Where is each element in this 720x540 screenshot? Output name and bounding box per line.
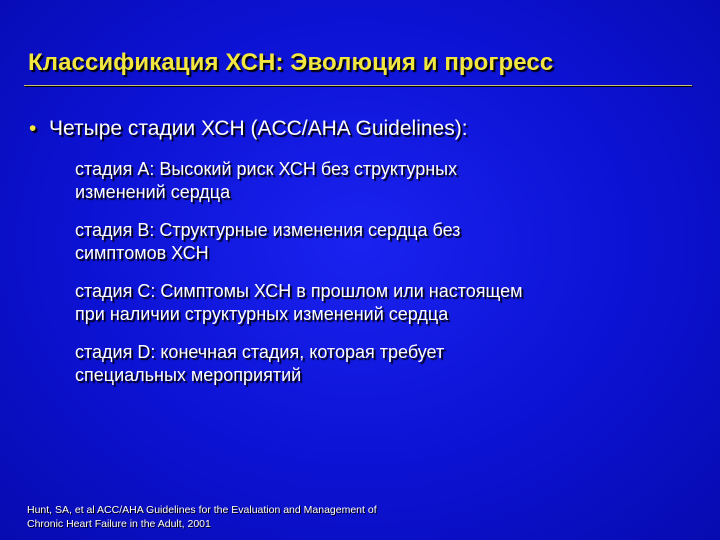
stage-d xyxy=(75,341,685,387)
slide-title: Классификация ХСН: Эволюция и прогресс xyxy=(28,49,554,76)
stage-c xyxy=(75,280,685,326)
citation-line1: Hunt, SA, et al ACC/AHA Guidelines for the Evaluation and Management of xyxy=(27,504,377,516)
stage-list xyxy=(75,158,685,402)
stage-a-line2: изменений сердца xyxy=(75,182,231,202)
stage-b-line2: симптомов ХСН xyxy=(75,243,209,263)
stage-c-line2: при наличии структурных изменений сердца xyxy=(75,304,449,324)
bullet-marker: • xyxy=(29,117,37,140)
stage-d-line1: стадия D: конечная стадия, которая требует xyxy=(75,342,445,362)
stage-b xyxy=(75,219,685,265)
title-divider xyxy=(24,85,692,86)
bullet-item xyxy=(29,117,468,141)
citation-footnote xyxy=(27,503,377,531)
citation-line2: Chronic Heart Failure in the Adult, 2001 xyxy=(27,518,211,530)
stage-a xyxy=(75,158,685,204)
bullet-text: Четыре стадии ХСН (ACC/AHA Guidelines): xyxy=(49,117,468,140)
stage-b-line1: стадия B: Структурные изменения сердца без xyxy=(75,220,461,240)
stage-a-line1: стадия A: Высокий риск ХСН без структурных xyxy=(75,159,458,179)
stage-d-line2: специальных мероприятий xyxy=(75,365,302,385)
stage-c-line1: стадия C: Симптомы ХСН в прошлом или настоящем xyxy=(75,281,523,301)
